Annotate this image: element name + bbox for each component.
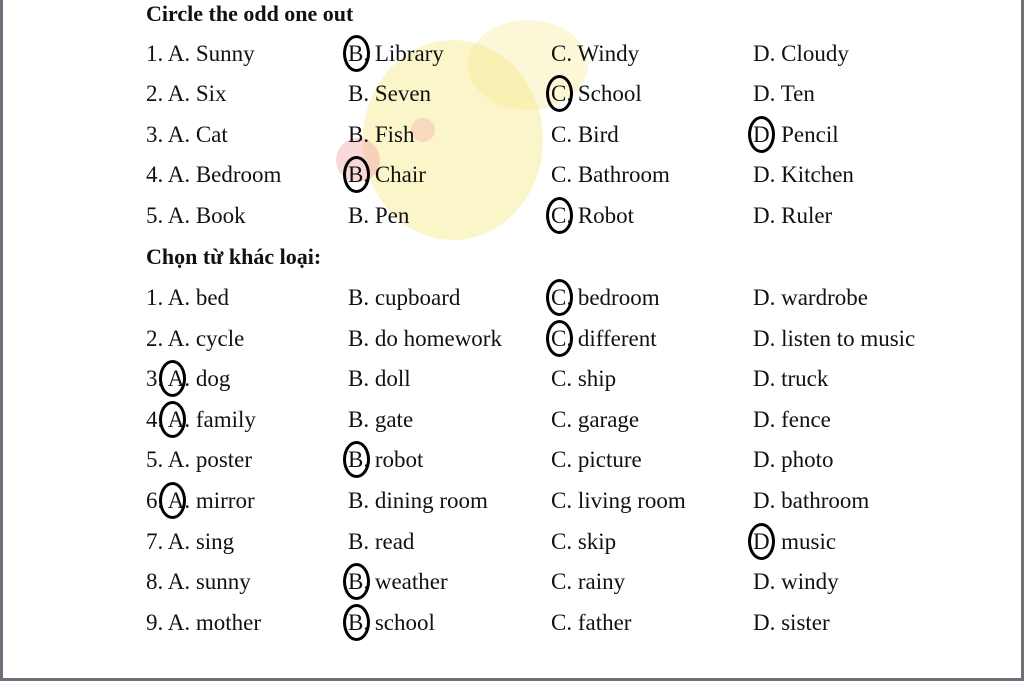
option-d: D. music — [753, 527, 836, 557]
question-row — [3, 120, 1024, 160]
option-d: D. wardrobe — [753, 285, 868, 310]
option-a: 1. A. Sunny — [146, 41, 255, 66]
option-d: D. listen to music — [753, 325, 916, 351]
option-a: 5. A. poster — [146, 447, 253, 473]
question-row — [3, 527, 1024, 567]
option-c: C. picture — [551, 447, 642, 473]
option-a: 4. A. family — [146, 405, 256, 435]
option-b: B. dining room — [348, 488, 488, 513]
section-title-odd-one-out: Circle the odd one out — [146, 1, 354, 26]
option-b: B. robot — [348, 445, 423, 475]
option-c: C. garage — [551, 406, 640, 432]
option-b: B. do homework — [348, 325, 502, 351]
option-c: C. Windy — [551, 41, 640, 66]
question-row — [3, 283, 1024, 323]
option-b: B. cupboard — [348, 285, 461, 310]
option-a: 6. A. mirror — [146, 486, 255, 516]
option-c: C. Robot — [551, 201, 634, 231]
option-d: D. photo — [753, 447, 834, 473]
option-a: 2. A. cycle — [146, 325, 245, 351]
option-b: B. Fish — [348, 121, 415, 147]
option-d: D. sister — [753, 609, 830, 635]
option-d: D. bathroom — [753, 488, 870, 513]
option-c: C. skip — [551, 528, 617, 554]
option-c: C. bedroom — [551, 283, 660, 313]
option-b: B. Pen — [348, 202, 410, 228]
question-row — [3, 445, 1024, 485]
option-b: B. gate — [348, 406, 414, 432]
question-row — [3, 201, 1024, 241]
section-title-vietnamese: Chọn từ khác loại: — [146, 244, 322, 269]
option-c: C. Bird — [551, 121, 619, 147]
option-a: 7. A. sing — [146, 528, 235, 554]
option-c: C. ship — [551, 366, 617, 392]
option-b: B. school — [348, 608, 435, 638]
option-a: 3. A. Cat — [146, 121, 228, 147]
option-b: B. weather — [348, 567, 448, 597]
option-b: B. read — [348, 528, 415, 554]
option-b: B. Library — [348, 39, 444, 69]
question-row — [3, 405, 1024, 445]
question-row — [3, 486, 1024, 526]
option-c: C. Bathroom — [551, 162, 670, 188]
option-d: D. Cloudy — [753, 41, 849, 66]
option-b: B. Seven — [348, 81, 432, 107]
option-d: D. fence — [753, 406, 831, 432]
question-row — [3, 608, 1024, 648]
option-a: 5. A. Book — [146, 202, 246, 228]
option-d: D. Kitchen — [753, 162, 854, 188]
option-c: C. rainy — [551, 569, 626, 595]
option-c: C. School — [551, 79, 642, 109]
option-a: 9. A. mother — [146, 609, 261, 635]
option-b: B. doll — [348, 366, 411, 392]
question-row — [3, 39, 1024, 79]
option-a: 4. A. Bedroom — [146, 162, 282, 188]
option-d: D. windy — [753, 569, 839, 595]
option-b: B. Chair — [348, 160, 426, 190]
question-row — [3, 324, 1024, 364]
question-row — [3, 567, 1024, 607]
option-a: 1. A. bed — [146, 285, 230, 310]
question-row — [3, 79, 1024, 119]
option-c: C. father — [551, 609, 632, 635]
option-a: 8. A. sunny — [146, 569, 251, 595]
option-a: 2. A. Six — [146, 81, 227, 107]
option-d: D. Pencil — [753, 120, 839, 150]
question-row — [3, 160, 1024, 200]
option-d: D. truck — [753, 366, 829, 392]
option-d: D. Ten — [753, 81, 815, 107]
option-d: D. Ruler — [753, 202, 833, 228]
option-c: C. different — [551, 324, 657, 354]
option-c: C. living room — [551, 488, 686, 513]
question-row — [3, 364, 1024, 404]
option-a: 3. A. dog — [146, 364, 230, 394]
